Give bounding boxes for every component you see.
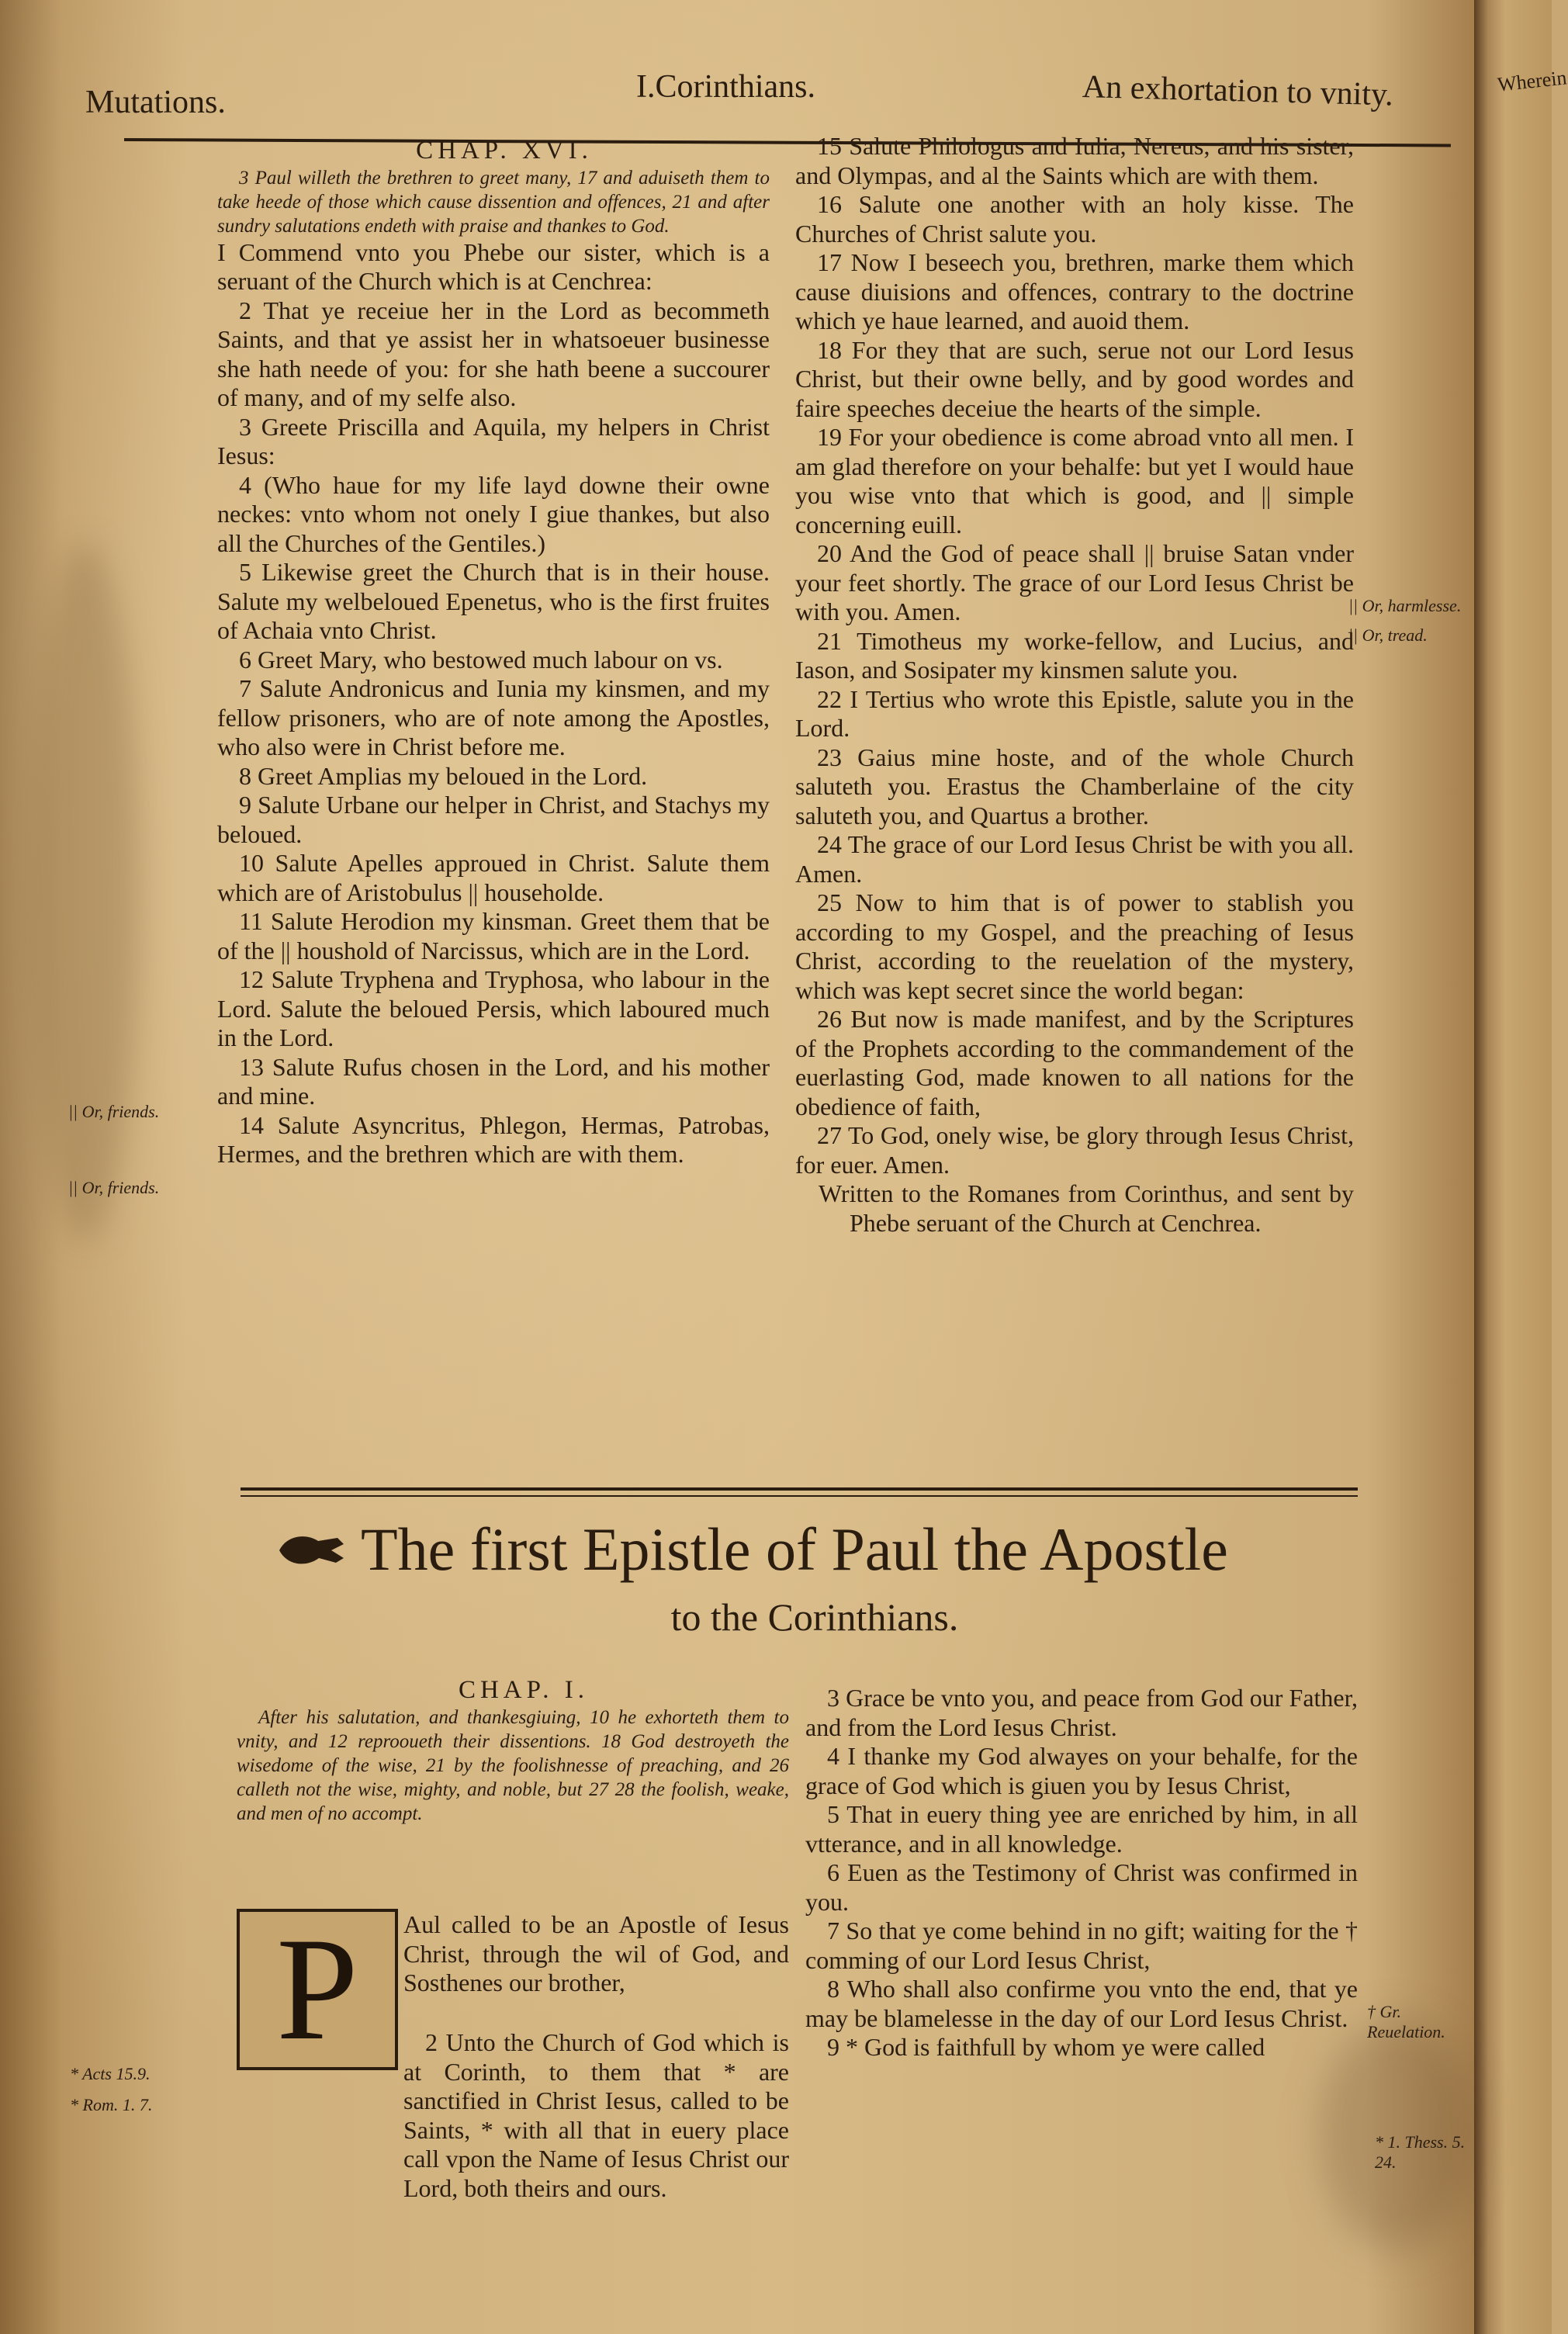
corinthians-verse-1 <box>403 1910 789 1998</box>
colophon: Written to the Romanes from Corinthus, and sent by Phebe seruant of the Church at Cenchrea. <box>819 1179 1354 1237</box>
drop-capital: P <box>237 1909 398 2070</box>
margin-note: * Acts 15.9. <box>70 2064 151 2083</box>
corinthians-verse-2 <box>237 2028 789 2203</box>
verse: 16 Salute one another with an holy kisse. The Churches of Christ salute you. <box>795 190 1354 248</box>
verse: 24 The grace of our Lord Iesus Christ be with you all. Amen. <box>795 830 1354 888</box>
margin-note: || Or, friends. <box>68 1178 160 1197</box>
next-page-edge <box>1474 0 1568 2334</box>
corinthians-left-column <box>237 1676 789 1826</box>
running-head-left: Mutations. <box>85 85 226 120</box>
verse: 8 Who shall also confirme you vnto the end, that ye may be blamelesse in the day of our Lord Iesus Christ. <box>805 1975 1358 2032</box>
margin-note: || Or, friends. <box>68 1102 160 1121</box>
verse: 5 That in euery thing yee are enriched by him, in all vtterance, and in all knowledge. <box>805 1800 1358 1858</box>
verse: 27 To God, onely wise, be glory through Iesus Christ, for euer. Amen. <box>795 1121 1354 1179</box>
verse: 21 Timotheus my worke-fellow, and Lucius, and Iason, and Sosipater my kinsmen salute you. <box>795 626 1354 684</box>
verse: 4 (Who haue for my life layd downe their owne neckes: vnto whom not onely I giue thankes, but also all the Churches of the Gentiles.) <box>217 470 770 557</box>
verse: I Commend vnto you Phebe our sister, which is a seruant of the Church which is at Cenchrea: <box>217 237 770 295</box>
verse: 2 Unto the Church of God which is at Corinth, to them that * are sanctified in Christ Iesus, called to be Saints, * with all that in euery place call vpon the Name of Iesus Christ our Lord, both theirs and ours. <box>403 2028 789 2202</box>
romans-right-column <box>795 132 1354 1238</box>
verse: 9 Salute Urbane our helper in Christ, and Stachys my beloued. <box>217 791 770 848</box>
verse: 3 Greete Priscilla and Aquila, my helpers in Christ Iesus: <box>217 412 770 469</box>
verse: 22 I Tertius who wrote this Epistle, salute you in the Lord. <box>795 684 1354 742</box>
running-head-right: An exhortation to vnity. <box>1082 69 1394 113</box>
edge-fragment: Wherein <box>1496 66 1568 96</box>
verse: 20 And the God of peace shall || bruise Satan vnder your feet shortly. The grace of our Lord Iesus Christ be with you. Amen. <box>795 539 1354 625</box>
verse: 5 Likewise greet the Church that is in their house. Salute my welbeloued Epenetus, who is the first fruites of Achaia vnto Christ. <box>217 558 770 644</box>
verse: 15 Salute Philologus and Iulia, Nereus, and his sister, and Olympas, and al the Saints which are with them. <box>795 132 1354 189</box>
verse: 6 Euen as the Testimony of Christ was confirmed in you. <box>805 1858 1358 1916</box>
verse: 19 For your obedience is come abroad vnto all men. I am glad therefore on your behalfe: but yet I would haue you wise vnto that which is good, and || simple concerning euill. <box>795 423 1354 538</box>
chapter-heading: CHAP. I. <box>458 1676 590 1704</box>
margin-note: || Or, harmlesse. <box>1348 596 1462 615</box>
epistle-title: The first Epistle of Paul the Apostle <box>361 1515 1228 1583</box>
chapter-summary: After his salutation, and thankesgiuing, 10 he exhorteth them to vnity, and 12 reprooueth their dissentions. 18 God destroyeth the wisedome of the wise, 21 by the foolishnesse of preaching, and 26 calleth not the wise, mighty, and noble, but 27 28 the foolish, weake, and men of no accompt. <box>237 1706 789 1824</box>
verse: 9 * God is faithfull by whom ye were called <box>827 2033 1265 2061</box>
verse: 17 Now I beseech you, brethren, marke them which cause diuisions and offences, contrary to the doctrine which ye haue learned, and auoid them. <box>795 248 1354 334</box>
margin-note: * Rom. 1. 7. <box>70 2095 153 2114</box>
verse: 7 So that ye come behind in no gift; waiting for the † comming of our Lord Iesus Christ, <box>805 1917 1358 1974</box>
verse: 4 I thanke my God alwayes on your behalfe, for the grace of God which is giuen you by Iesus Christ, <box>805 1742 1358 1799</box>
epistle-subtitle: to the Corinthians. <box>670 1595 959 1639</box>
title-rule-thin <box>241 1495 1358 1497</box>
running-head-center: I.Corinthians. <box>636 69 815 105</box>
verse: 23 Gaius mine hoste, and of the whole Church saluteth you. Erastus the Chamberlaine of the city saluteth you, and Quartus a brother. <box>795 743 1354 829</box>
chapter-summary: 3 Paul willeth the brethren to greet many, 17 and aduiseth them to take heede of those which cause dissention and offences, 21 and after sundry salutations endeth with praise and thankes to God. <box>217 167 770 237</box>
verse: 8 Greet Amplias my beloued in the Lord. <box>239 761 648 790</box>
margin-note: || Or, tread. <box>1348 625 1428 645</box>
verse: 3 Grace be vnto you, and peace from God our Father, and from the Lord Iesus Christ. <box>805 1684 1358 1741</box>
verse: 14 Salute Asyncritus, Phlegon, Hermas, Patrobas, Hermes, and the brethren which are with them. <box>217 1110 770 1168</box>
romans-left-column <box>217 137 770 1169</box>
verse: 2 That ye receiue her in the Lord as becommeth Saints, and that ye assist her in whatsoeuer businesse she hath neede of you: for she hath beene a succourer of many, and of my selfe also. <box>217 296 770 411</box>
verse: 25 Now to him that is of power to stablish you according to my Gospel, and the preaching of Iesus Christ, according to the reuelation of the mystery, which was kept secret since the world began: <box>795 888 1354 1004</box>
verse: 18 For they that are such, serue not our Lord Iesus Christ, but their owne belly, and by good wordes and faire speeches deceiue the hearts of the simple. <box>795 335 1354 422</box>
stain <box>31 543 140 1241</box>
verse: 7 Salute Andronicus and Iunia my kinsmen, and my fellow prisoners, who are of note among the Apostles, who also were in Christ before me. <box>217 674 770 760</box>
verse: 10 Salute Apelles approued in Christ. Salute them which are of Aristobulus || householde. <box>217 849 770 906</box>
verse: 6 Greet Mary, who bestowed much labour on vs. <box>239 645 723 674</box>
corinthians-right-column <box>805 1684 1358 2062</box>
verse: 11 Salute Herodion my kinsman. Greet them that be of the || houshold of Narcissus, which are in the Lord. <box>217 907 770 964</box>
margin-note: † Gr. Reuelation. <box>1367 2002 1445 2041</box>
verse: 13 Salute Rufus chosen in the Lord, and his mother and mine. <box>217 1052 770 1110</box>
verse: Aul called to be an Apostle of Iesus Christ, through the wil of God, and Sosthenes our brother, <box>403 1910 789 1996</box>
verse: 12 Salute Tryphena and Tryphosa, who labour in the Lord. Salute the beloued Persis, which laboured much in the Lord. <box>217 965 770 1051</box>
margin-note: * 1. Thess. 5. 24. <box>1375 2132 1466 2172</box>
chapter-heading: CHAP. XVI. <box>416 137 593 164</box>
verse: 26 But now is made manifest, and by the Scriptures of the Prophets according to the commandement of the euerlasting God, made knowen to all nations for the obedience of faith, <box>795 1005 1354 1120</box>
title-rule <box>241 1487 1358 1491</box>
